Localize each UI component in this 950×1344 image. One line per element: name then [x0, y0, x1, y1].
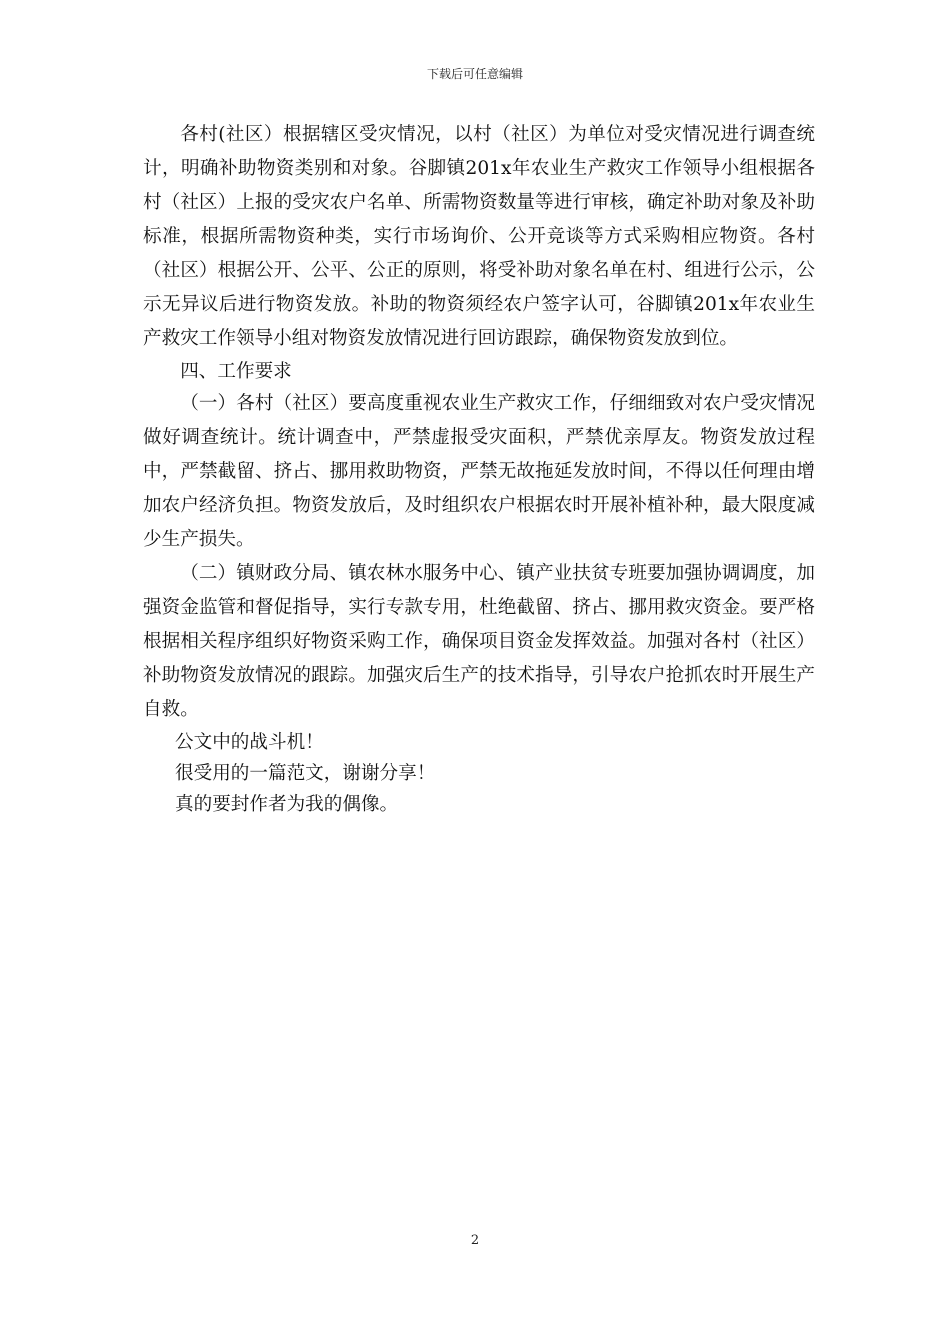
comment-line-2: 很受用的一篇范文，谢谢分享！ — [175, 763, 436, 784]
paragraph-requirement-1: （一）各村（社区）要高度重视农业生产救灾工作，仔细细致对农户受灾情况做好调查统计。统计调查中，严禁虚报受灾面积，严禁优亲厚友。物资发放过程中，严禁截留、挤占、挪用救助物资，严禁无故拖延发放时间，不得以任何理由增加农户经济负担。物资发放后，及时组织农户根据农时开展补植补种，最大限度减少生产损失。 — [143, 393, 815, 550]
comment-line-1: 公文中的战斗机！ — [175, 732, 324, 753]
document-body — [143, 118, 815, 820]
section-heading-work-requirements: 四、工作要求 — [180, 361, 292, 382]
comment-line-3: 真的要封作者为我的偶像。 — [175, 794, 399, 815]
page-number: 2 — [470, 1233, 480, 1248]
paragraph-subsidy-process: 各村(社区）根据辖区受灾情况，以村（社区）为单位对受灾情况进行调查统计，明确补助物资类别和对象。谷脚镇201x年农业生产救灾工作领导小组根据各村（社区）上报的受灾农户名单、所需物资数量等进行审核，确定补助对象及补助标准，根据所需物资种类，实行市场询价、公开竞谈等方式采购相应物资。各村（社区）根据公开、公平、公正的原则，将受补助对象名单在村、组进行公示，公示无异议后进行物资发放。补助的物资须经农户签字认可，谷脚镇201x年农业生产救灾工作领导小组对物资发放情况进行回访跟踪，确保物资发放到位。 — [143, 124, 815, 349]
paragraph-requirement-2: （二）镇财政分局、镇农林水服务中心、镇产业扶贫专班要加强协调调度，加强资金监管和督促指导，实行专款专用，杜绝截留、挤占、挪用救灾资金。要严格根据相关程序组织好物资采购工作，确保项目资金发挥效益。加强对各村（社区）补助物资发放情况的跟踪。加强灾后生产的技术指导，引导农户抢抓农时开展生产自救。 — [143, 563, 815, 720]
page-header: 下载后可任意编辑 — [426, 67, 523, 81]
